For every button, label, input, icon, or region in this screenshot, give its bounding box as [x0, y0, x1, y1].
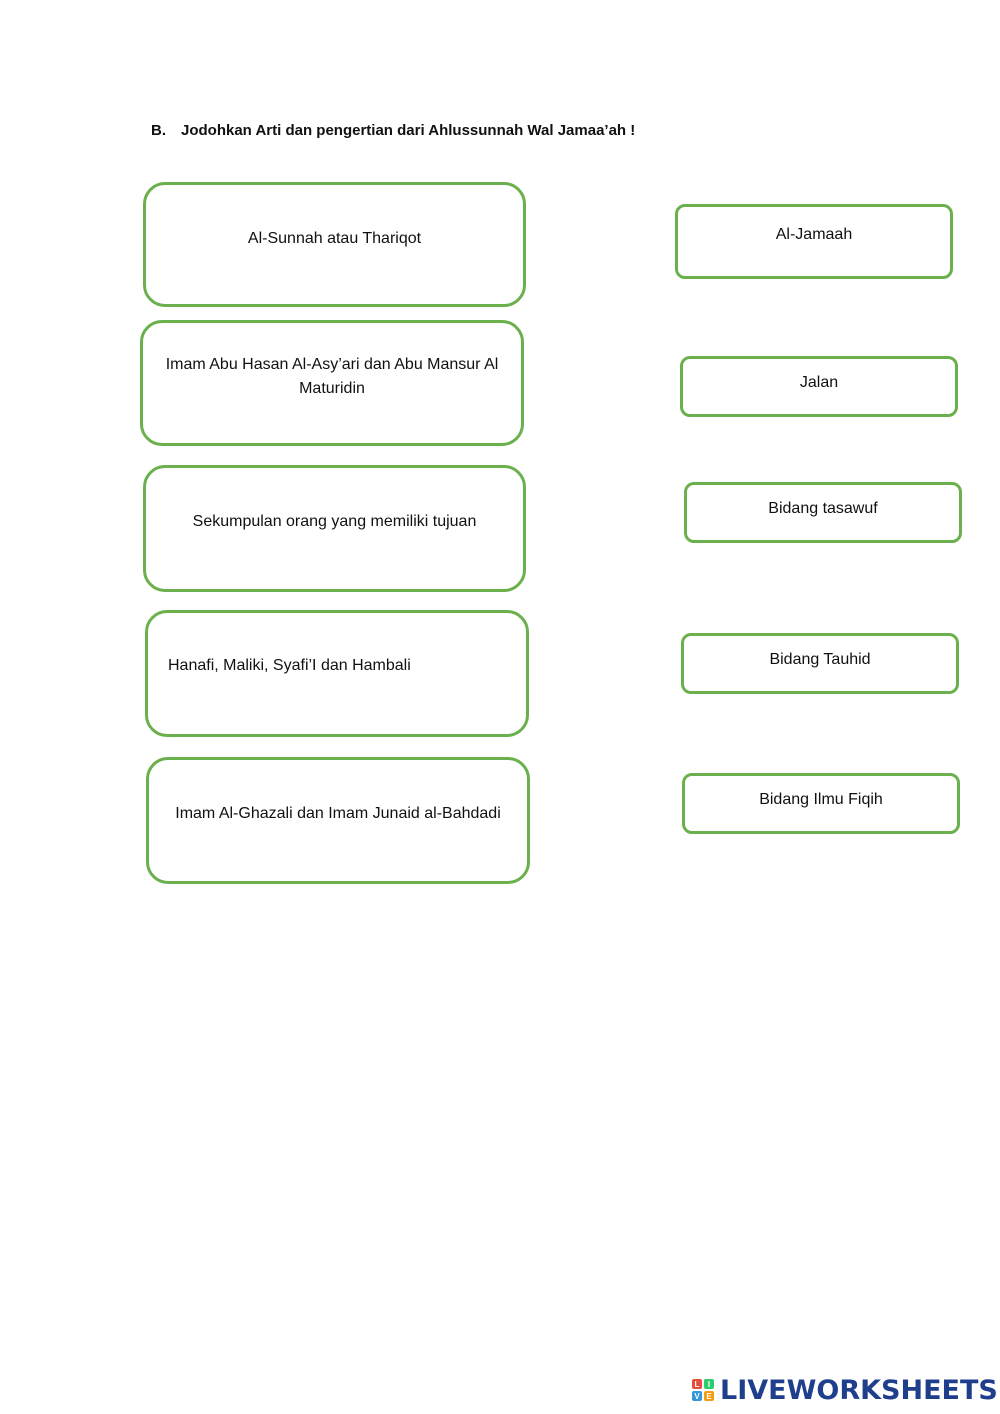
left-term-box-4[interactable] — [145, 610, 529, 737]
right-match-box-3[interactable] — [684, 482, 962, 543]
exercise-number: B. — [151, 122, 166, 139]
left-term-box-3[interactable] — [143, 465, 526, 592]
liveworksheets-logo-icon — [692, 1379, 714, 1401]
liveworksheets-brand — [692, 1372, 998, 1408]
left-term-box-1[interactable] — [143, 182, 526, 307]
logo-letter: I — [704, 1379, 714, 1389]
logo-letter: L — [692, 1379, 702, 1389]
left-term-text: Hanafi, Maliki, Syafi’I dan Hambali — [168, 656, 411, 674]
left-term-text: Sekumpulan orang yang memiliki tujuan — [192, 512, 477, 530]
left-term-text: Al-Sunnah atau Thariqot — [247, 229, 422, 247]
right-match-text: Al-Jamaah — [775, 226, 853, 243]
right-match-text: Jalan — [799, 374, 839, 391]
left-term-box-5[interactable] — [146, 757, 530, 884]
right-match-box-2[interactable] — [680, 356, 958, 417]
right-match-text: Bidang tasawuf — [768, 500, 878, 517]
left-term-text: Imam Abu Hasan Al-Asy’ari dan Abu Mansur Al Maturidin — [165, 356, 499, 397]
left-term-box-2[interactable] — [140, 320, 524, 446]
right-match-box-4[interactable] — [681, 633, 959, 694]
right-match-text: Bidang Tauhid — [769, 651, 871, 668]
exercise-heading — [151, 122, 635, 139]
exercise-instruction: Jodohkan Arti dan pengertian dari Ahlussunnah Wal Jamaa’ah ! — [181, 122, 636, 139]
logo-letter: V — [692, 1391, 702, 1401]
left-term-text: Imam Al-Ghazali dan Imam Junaid al-Bahdadi — [175, 804, 501, 822]
brand-wordmark: LIVEWORKSHEETS — [720, 1374, 998, 1406]
right-match-box-5[interactable] — [682, 773, 960, 834]
right-match-box-1[interactable] — [675, 204, 953, 279]
logo-letter: E — [704, 1391, 714, 1401]
right-match-text: Bidang Ilmu Fiqih — [759, 791, 883, 808]
